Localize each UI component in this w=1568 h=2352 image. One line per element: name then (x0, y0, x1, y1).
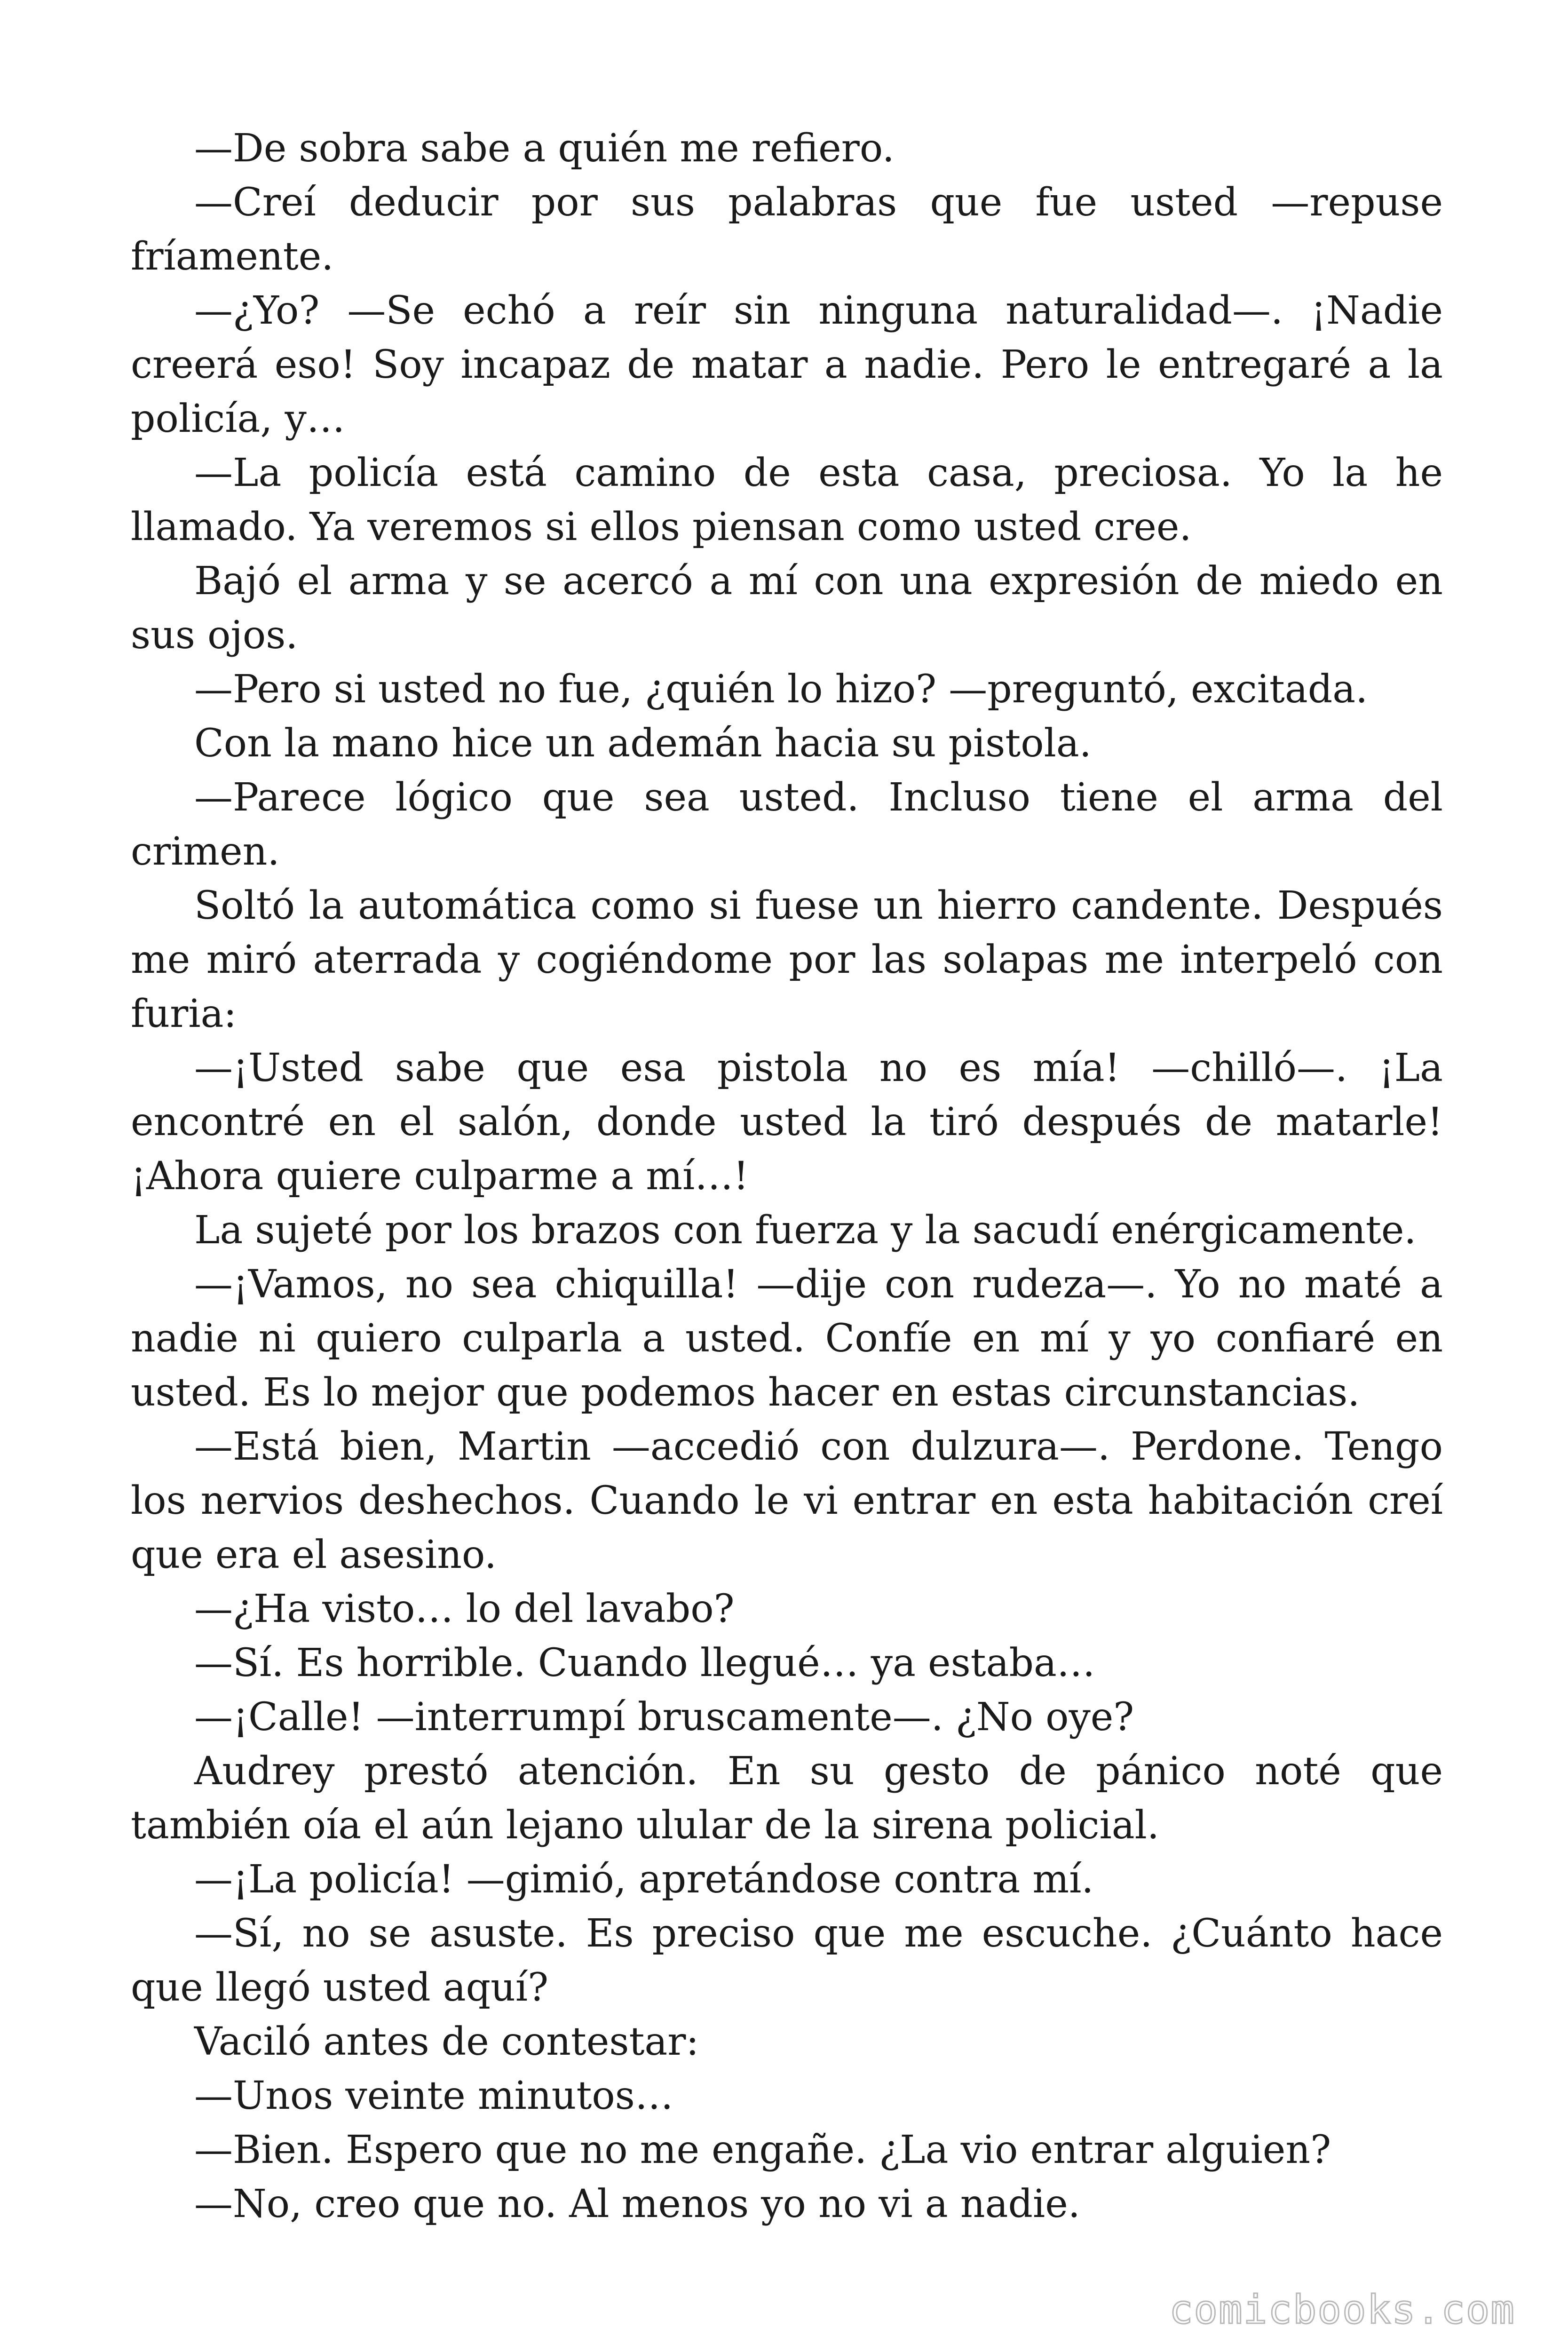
paragraph: La sujeté por los brazos con fuerza y la sacudí enérgicamente. (194, 1208, 1417, 1253)
paragraph: Bajó el arma y se acercó a mí con una expresión de miedo en sus ojos. (131, 559, 1443, 658)
paragraph: —¡Usted sabe que esa pistola no es mía! —chilló—. ¡La encontré en el salón, donde usted la tiró después de matarle! ¡Ahora quiere culparme a mí…! (131, 1046, 1443, 1199)
paragraph: —No, creo que no. Al menos yo no vi a nadie. (194, 2182, 1080, 2226)
paragraph: Audrey prestó atención. En su gesto de pánico noté que también oía el aún lejano ulular de la sirena policial. (131, 1749, 1443, 1848)
watermark: comicbooks.com (1169, 2287, 1515, 2333)
paragraph: —¿Ha visto… lo del lavabo? (194, 1587, 735, 1631)
paragraph: —Pero si usted no fue, ¿quién lo hizo? —preguntó, excitada. (194, 667, 1368, 712)
paragraph: —¡Vamos, no sea chiquilla! —dije con rudeza—. Yo no maté a nadie ni quiero culparla a usted. Confíe en mí y yo confiaré en usted. Es lo mejor que podemos hacer en estas circunstancias. (131, 1262, 1443, 1415)
paragraph: —Parece lógico que sea usted. Incluso tiene el arma del crimen. (131, 775, 1443, 874)
paragraph: —De sobra sabe a quién me refiero. (194, 126, 895, 171)
paragraph: —La policía está camino de esta casa, preciosa. Yo la he llamado. Ya veremos si ellos piensan como usted cree. (131, 451, 1443, 549)
paragraph: —Creí deducir por sus palabras que fue usted —repuse fríamente. (131, 180, 1443, 279)
paragraph: Vaciló antes de contestar: (194, 2019, 699, 2064)
paragraph: —¡La policía! —gimió, apretándose contra mí. (194, 1857, 1094, 1902)
paragraph: —Unos veinte minutos… (194, 2074, 673, 2118)
paragraph: —Sí. Es horrible. Cuando llegué… ya estaba… (194, 1641, 1095, 1685)
page-text (131, 121, 1443, 2231)
paragraph: —Bien. Espero que no me engañe. ¿La vio entrar alguien? (194, 2128, 1331, 2172)
paragraph: —¡Calle! —interrumpí bruscamente—. ¿No oye? (194, 1695, 1134, 1740)
paragraph: —¿Yo? —Se echó a reír sin ninguna naturalidad—. ¡Nadie creerá eso! Soy incapaz de matar a nadie. Pero le entregaré a la policía, y… (131, 288, 1443, 441)
paragraph: —Sí, no se asuste. Es preciso que me escuche. ¿Cuánto hace que llegó usted aquí? (131, 1911, 1443, 2010)
paragraph: Con la mano hice un ademán hacia su pistola. (194, 721, 1092, 766)
paragraph: —Está bien, Martin —accedió con dulzura—. Perdone. Tengo los nervios deshechos. Cuando le vi entrar en esta habitación creí que era el asesino. (131, 1424, 1443, 1577)
paragraph: Soltó la automática como si fuese un hierro candente. Después me miró aterrada y cogiéndome por las solapas me interpeló con furia: (131, 883, 1443, 1036)
